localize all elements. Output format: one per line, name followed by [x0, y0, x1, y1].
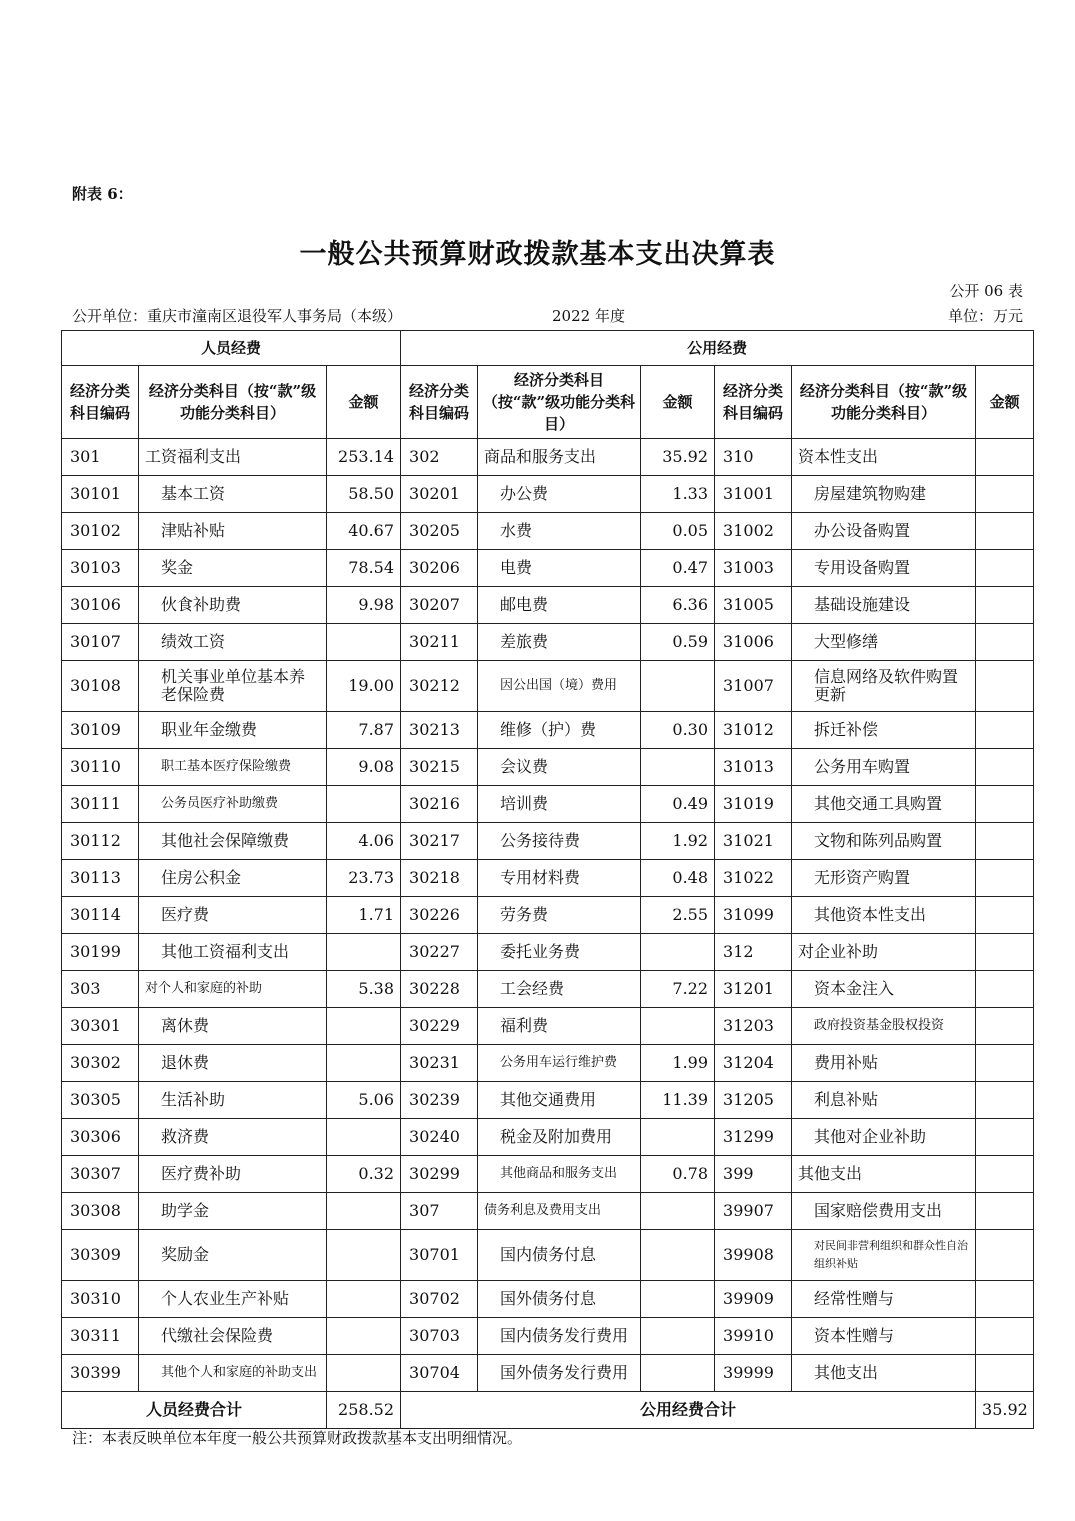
cell-name: 资本性赠与 [792, 1318, 976, 1355]
cell-amount [976, 1193, 1034, 1230]
cell-code: 30240 [401, 1119, 478, 1156]
cell-name: 国家赔偿费用支出 [792, 1193, 976, 1230]
cell-amount: 1.99 [641, 1045, 715, 1082]
cell-code: 30301 [62, 1008, 139, 1045]
cell-name: 文物和陈列品购置 [792, 823, 976, 860]
cell-name: 职业年金缴费 [139, 712, 327, 749]
cell-name: 其他工资福利支出 [139, 934, 327, 971]
cell-amount: 4.06 [327, 823, 401, 860]
cell-name: 国外债务付息 [478, 1281, 641, 1318]
cell-name: 政府投资基金股权投资 [792, 1008, 976, 1045]
cell-code: 30227 [401, 934, 478, 971]
cell-code: 30308 [62, 1193, 139, 1230]
cell-code: 31003 [715, 550, 792, 587]
cell-amount [976, 1281, 1034, 1318]
cell-code: 30107 [62, 624, 139, 661]
cell-amount: 23.73 [327, 860, 401, 897]
cell-amount [327, 786, 401, 823]
cell-name: 债务利息及费用支出 [478, 1193, 641, 1230]
cell-name: 伙食补助费 [139, 587, 327, 624]
cell-code: 31022 [715, 860, 792, 897]
cell-code: 31204 [715, 1045, 792, 1082]
cell-name: 委托业务费 [478, 934, 641, 971]
cell-name: 其他支出 [792, 1156, 976, 1193]
table-row [62, 1008, 1034, 1045]
cell-code: 30205 [401, 513, 478, 550]
cell-name: 奖励金 [139, 1230, 327, 1281]
table-row [62, 823, 1034, 860]
cell-code: 31012 [715, 712, 792, 749]
cell-code: 31019 [715, 786, 792, 823]
cell-name: 公务用车运行维护费 [478, 1045, 641, 1082]
cell-amount: 40.67 [327, 513, 401, 550]
col-name-header: 经济分类科目（按“款”级功能分类科目） [478, 366, 641, 439]
cell-code: 30299 [401, 1156, 478, 1193]
cell-name: 公务用车购置 [792, 749, 976, 786]
cell-amount: 5.06 [327, 1082, 401, 1119]
cell-name: 费用补贴 [792, 1045, 976, 1082]
cell-amount [976, 860, 1034, 897]
cell-amount [976, 587, 1034, 624]
cell-code: 39910 [715, 1318, 792, 1355]
cell-code: 31099 [715, 897, 792, 934]
cell-amount [327, 1318, 401, 1355]
cell-code: 31205 [715, 1082, 792, 1119]
col-name-header: 经济分类科目（按“款”级功能分类科目） [139, 366, 327, 439]
table-row [62, 1281, 1034, 1318]
cell-name: 邮电费 [478, 587, 641, 624]
cell-code: 307 [401, 1193, 478, 1230]
cell-name: 资本性支出 [792, 439, 976, 476]
cell-name: 培训费 [478, 786, 641, 823]
cell-amount [327, 934, 401, 971]
cell-amount [976, 476, 1034, 513]
cell-name: 维修（护）费 [478, 712, 641, 749]
cell-code: 31002 [715, 513, 792, 550]
table-row [62, 934, 1034, 971]
cell-amount [976, 823, 1034, 860]
cell-amount [641, 1193, 715, 1230]
cell-name: 退休费 [139, 1045, 327, 1082]
cell-code: 39908 [715, 1230, 792, 1281]
cell-code: 31005 [715, 587, 792, 624]
cell-name: 拆迁补偿 [792, 712, 976, 749]
table-row [62, 1156, 1034, 1193]
cell-code: 30226 [401, 897, 478, 934]
cell-amount [641, 749, 715, 786]
cell-amount: 1.71 [327, 897, 401, 934]
cell-amount [976, 1230, 1034, 1281]
cell-amount [976, 749, 1034, 786]
cell-code: 39909 [715, 1281, 792, 1318]
cell-name: 其他资本性支出 [792, 897, 976, 934]
table-row [62, 786, 1034, 823]
cell-code: 312 [715, 934, 792, 971]
cell-code: 31001 [715, 476, 792, 513]
cell-amount: 0.59 [641, 624, 715, 661]
cell-name: 其他支出 [792, 1355, 976, 1392]
cell-amount: 0.30 [641, 712, 715, 749]
organization: 公开单位：重庆市潼南区退役军人事务局（本级） [72, 307, 403, 325]
cell-code: 30201 [401, 476, 478, 513]
cell-code: 31201 [715, 971, 792, 1008]
col-code-header: 经济分类科目编码 [401, 366, 478, 439]
cell-code: 30114 [62, 897, 139, 934]
cell-amount [976, 1119, 1034, 1156]
cell-name: 对企业补助 [792, 934, 976, 971]
cell-amount [327, 1355, 401, 1392]
cell-name: 其他交通工具购置 [792, 786, 976, 823]
cell-name: 工资福利支出 [139, 439, 327, 476]
cell-name: 代缴社会保险费 [139, 1318, 327, 1355]
cell-amount [327, 1193, 401, 1230]
cell-name: 专用材料费 [478, 860, 641, 897]
cell-code: 30112 [62, 823, 139, 860]
cell-code: 302 [401, 439, 478, 476]
cell-amount [641, 661, 715, 712]
cell-code: 31013 [715, 749, 792, 786]
cell-code: 30206 [401, 550, 478, 587]
cell-name: 大型修缮 [792, 624, 976, 661]
cell-name: 信息网络及软件购置更新 [792, 661, 976, 712]
cell-code: 30229 [401, 1008, 478, 1045]
cell-amount [641, 1318, 715, 1355]
cell-name: 医疗费补助 [139, 1156, 327, 1193]
cell-amount [976, 786, 1034, 823]
cell-code: 30302 [62, 1045, 139, 1082]
cell-name: 机关事业单位基本养老保险费 [139, 661, 327, 712]
cell-amount [641, 1119, 715, 1156]
cell-name: 对民间非营利组织和群众性自治组织补贴 [792, 1230, 976, 1281]
currency-unit: 单位：万元 [947, 307, 1023, 325]
cell-code: 30102 [62, 513, 139, 550]
cell-code: 310 [715, 439, 792, 476]
cell-code: 30113 [62, 860, 139, 897]
cell-code: 31006 [715, 624, 792, 661]
table-row [62, 712, 1034, 749]
table-row [62, 1119, 1034, 1156]
cell-amount: 19.00 [327, 661, 401, 712]
unit-line [72, 305, 1023, 327]
table-row [62, 550, 1034, 587]
cell-name: 其他社会保障缴费 [139, 823, 327, 860]
cell-name: 生活补助 [139, 1082, 327, 1119]
cell-amount: 1.33 [641, 476, 715, 513]
cell-amount [327, 1045, 401, 1082]
col-name-header: 经济分类科目（按“款”级功能分类科目） [792, 366, 976, 439]
table-row [62, 1045, 1034, 1082]
col-code-header: 经济分类科目编码 [715, 366, 792, 439]
col-amount-header: 金额 [976, 366, 1034, 439]
cell-amount [976, 624, 1034, 661]
cell-amount: 6.36 [641, 587, 715, 624]
cell-code: 30701 [401, 1230, 478, 1281]
cell-name: 基本工资 [139, 476, 327, 513]
cell-name: 国外债务发行费用 [478, 1355, 641, 1392]
cell-code: 30309 [62, 1230, 139, 1281]
cell-name: 其他对企业补助 [792, 1119, 976, 1156]
cell-code: 30103 [62, 550, 139, 587]
cell-code: 30306 [62, 1119, 139, 1156]
cell-code: 30399 [62, 1355, 139, 1392]
personnel-header: 人员经费 [62, 331, 401, 366]
cell-amount: 253.14 [327, 439, 401, 476]
attachment-label: 附表 6： [72, 185, 133, 203]
table-row [62, 1318, 1034, 1355]
fiscal-year: 2022 年度 [552, 307, 625, 325]
cell-name: 其他交通费用 [478, 1082, 641, 1119]
cell-name: 税金及附加费用 [478, 1119, 641, 1156]
cell-amount: 2.55 [641, 897, 715, 934]
cell-code: 30108 [62, 661, 139, 712]
cell-amount: 0.49 [641, 786, 715, 823]
cell-code: 39907 [715, 1193, 792, 1230]
cell-name: 电费 [478, 550, 641, 587]
cell-amount: 0.78 [641, 1156, 715, 1193]
cell-amount: 11.39 [641, 1082, 715, 1119]
cell-name: 基础设施建设 [792, 587, 976, 624]
cell-amount: 0.32 [327, 1156, 401, 1193]
cell-code: 30307 [62, 1156, 139, 1193]
cell-name: 助学金 [139, 1193, 327, 1230]
cell-name: 奖金 [139, 550, 327, 587]
cell-name: 商品和服务支出 [478, 439, 641, 476]
cell-amount [327, 1119, 401, 1156]
cell-name: 津贴补贴 [139, 513, 327, 550]
cell-code: 30218 [401, 860, 478, 897]
cell-code: 30704 [401, 1355, 478, 1392]
cell-name: 国内债务付息 [478, 1230, 641, 1281]
cell-code: 301 [62, 439, 139, 476]
cell-amount [327, 624, 401, 661]
cell-name: 绩效工资 [139, 624, 327, 661]
cell-code: 30212 [401, 661, 478, 712]
cell-name: 专用设备购置 [792, 550, 976, 587]
cell-amount [327, 1008, 401, 1045]
table-row [62, 1082, 1034, 1119]
cell-code: 39999 [715, 1355, 792, 1392]
cell-name: 救济费 [139, 1119, 327, 1156]
cell-code: 30110 [62, 749, 139, 786]
cell-name: 职工基本医疗保险缴费 [139, 749, 327, 786]
cell-code: 30213 [401, 712, 478, 749]
personnel-total-value: 258.52 [327, 1392, 401, 1429]
cell-name: 医疗费 [139, 897, 327, 934]
cell-code: 30703 [401, 1318, 478, 1355]
table-row [62, 1230, 1034, 1281]
cell-amount [976, 1156, 1034, 1193]
cell-code: 30702 [401, 1281, 478, 1318]
cell-code: 399 [715, 1156, 792, 1193]
cell-amount: 0.48 [641, 860, 715, 897]
cell-code: 30216 [401, 786, 478, 823]
cell-name: 公务员医疗补助缴费 [139, 786, 327, 823]
cell-code: 30106 [62, 587, 139, 624]
cell-amount [976, 1318, 1034, 1355]
cell-name: 经常性赠与 [792, 1281, 976, 1318]
cell-name: 利息补贴 [792, 1082, 976, 1119]
cell-amount [976, 1355, 1034, 1392]
cell-name: 劳务费 [478, 897, 641, 934]
table-row [62, 971, 1034, 1008]
col-amount-header: 金额 [327, 366, 401, 439]
cell-name: 对个人和家庭的补助 [139, 971, 327, 1008]
cell-name: 住房公积金 [139, 860, 327, 897]
cell-amount [976, 1008, 1034, 1045]
cell-amount: 1.92 [641, 823, 715, 860]
cell-amount: 7.87 [327, 712, 401, 749]
cell-code: 31007 [715, 661, 792, 712]
cell-code: 30311 [62, 1318, 139, 1355]
cell-amount: 0.47 [641, 550, 715, 587]
cell-code: 30217 [401, 823, 478, 860]
cell-name: 其他个人和家庭的补助支出 [139, 1355, 327, 1392]
cell-code: 30199 [62, 934, 139, 971]
cell-name: 无形资产购置 [792, 860, 976, 897]
cell-amount: 0.05 [641, 513, 715, 550]
public-total-value: 35.92 [976, 1392, 1034, 1429]
cell-code: 30239 [401, 1082, 478, 1119]
cell-name: 水费 [478, 513, 641, 550]
cell-code: 31299 [715, 1119, 792, 1156]
cell-amount: 5.38 [327, 971, 401, 1008]
cell-amount: 7.22 [641, 971, 715, 1008]
form-number: 公开 06 表 [949, 282, 1023, 300]
table-row [62, 439, 1034, 476]
cell-name: 个人农业生产补贴 [139, 1281, 327, 1318]
cell-name: 福利费 [478, 1008, 641, 1045]
cell-amount [976, 712, 1034, 749]
cell-name: 因公出国（境）费用 [478, 661, 641, 712]
cell-code: 30228 [401, 971, 478, 1008]
cell-amount [976, 439, 1034, 476]
personnel-total-label: 人员经费合计 [62, 1392, 327, 1429]
table-row [62, 661, 1034, 712]
cell-amount [976, 897, 1034, 934]
cell-amount: 58.50 [327, 476, 401, 513]
cell-amount [976, 1082, 1034, 1119]
cell-amount [641, 1355, 715, 1392]
cell-code: 30310 [62, 1281, 139, 1318]
cell-amount: 9.08 [327, 749, 401, 786]
table-row [62, 513, 1034, 550]
cell-name: 公务接待费 [478, 823, 641, 860]
cell-amount: 9.98 [327, 587, 401, 624]
table-row [62, 897, 1034, 934]
cell-name: 办公设备购置 [792, 513, 976, 550]
cell-code: 30305 [62, 1082, 139, 1119]
table-row [62, 587, 1034, 624]
cell-code: 30109 [62, 712, 139, 749]
cell-amount [641, 934, 715, 971]
page-title: 一般公共预算财政拨款基本支出决算表 [299, 239, 776, 270]
table-row [62, 476, 1034, 513]
cell-amount: 35.92 [641, 439, 715, 476]
table-row [62, 624, 1034, 661]
cell-name: 差旅费 [478, 624, 641, 661]
cell-name: 办公费 [478, 476, 641, 513]
expenditure-table [61, 330, 1034, 1429]
cell-amount [976, 934, 1034, 971]
cell-code: 30231 [401, 1045, 478, 1082]
cell-code: 30207 [401, 587, 478, 624]
cell-code: 31203 [715, 1008, 792, 1045]
cell-amount [976, 661, 1034, 712]
cell-amount [327, 1281, 401, 1318]
col-amount-header: 金额 [641, 366, 715, 439]
cell-amount [641, 1008, 715, 1045]
cell-code: 31021 [715, 823, 792, 860]
cell-amount [976, 971, 1034, 1008]
cell-amount [976, 513, 1034, 550]
table-row [62, 1355, 1034, 1392]
cell-name: 国内债务发行费用 [478, 1318, 641, 1355]
table-row [62, 1193, 1034, 1230]
col-code-header: 经济分类科目编码 [62, 366, 139, 439]
public-total-label: 公用经费合计 [401, 1392, 976, 1429]
cell-name: 资本金注入 [792, 971, 976, 1008]
public-header: 公用经费 [401, 331, 1034, 366]
cell-amount: 78.54 [327, 550, 401, 587]
cell-code: 30215 [401, 749, 478, 786]
cell-name: 房屋建筑物购建 [792, 476, 976, 513]
footnote: 注：本表反映单位本年度一般公共预算财政拨款基本支出明细情况。 [72, 1429, 523, 1447]
cell-code: 303 [62, 971, 139, 1008]
cell-amount [327, 1230, 401, 1281]
cell-amount [641, 1281, 715, 1318]
cell-code: 30111 [62, 786, 139, 823]
cell-amount [976, 1045, 1034, 1082]
cell-amount [641, 1230, 715, 1281]
cell-name: 工会经费 [478, 971, 641, 1008]
cell-code: 30211 [401, 624, 478, 661]
cell-name: 离休费 [139, 1008, 327, 1045]
cell-amount [976, 550, 1034, 587]
cell-name: 会议费 [478, 749, 641, 786]
table-row [62, 860, 1034, 897]
cell-code: 30101 [62, 476, 139, 513]
table-row [62, 749, 1034, 786]
cell-name: 其他商品和服务支出 [478, 1156, 641, 1193]
